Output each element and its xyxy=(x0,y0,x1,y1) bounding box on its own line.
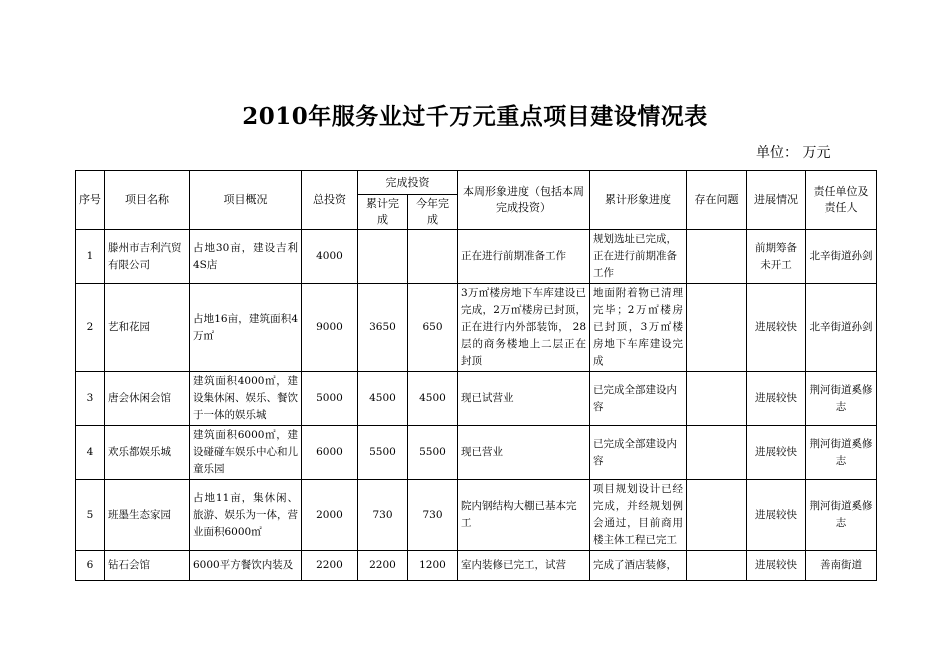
header-row xyxy=(76,171,877,195)
table-row xyxy=(76,284,877,372)
cell-seq: 5 xyxy=(76,480,105,551)
cell-issues xyxy=(687,480,747,551)
table-row xyxy=(76,551,877,581)
header-cumulative: 累计完成 xyxy=(358,195,408,230)
header-issues: 存在问题 xyxy=(687,171,747,230)
cell-issues xyxy=(687,372,747,426)
cell-issues xyxy=(687,426,747,480)
cell-issues xyxy=(687,284,747,372)
cell-owner: 荆河街道奚修志 xyxy=(806,480,877,551)
cell-cumulative-progress: 项目规划设计已经完成，并经规划例会通过，目前商用楼主体工程已完工 xyxy=(590,480,687,551)
cell-cumulative-progress: 已完成全部建设内容 xyxy=(590,372,687,426)
cell-overview: 6000平方餐饮内装及 xyxy=(190,551,302,581)
cell-seq: 2 xyxy=(76,284,105,372)
unit-label: 单位： 万元 xyxy=(756,145,831,161)
cell-overview: 占地11亩，集休闲、旅游、娱乐为一体，营业面积6000㎡ xyxy=(190,480,302,551)
cell-cumulative-progress: 规划选址已完成，正在进行前期准备工作 xyxy=(590,230,687,284)
cell-total: 5000 xyxy=(302,372,358,426)
cell-week: 正在进行前期准备工作 xyxy=(458,230,590,284)
cell-week: 室内装修已完工，试营 xyxy=(458,551,590,581)
cell-cumulative: 5500 xyxy=(358,426,408,480)
cell-name: 艺和花园 xyxy=(105,284,190,372)
cell-status: 进展较快 xyxy=(747,426,806,480)
cell-week: 院内钢结构大棚已基本完工 xyxy=(458,480,590,551)
cell-name: 钻石会馆 xyxy=(105,551,190,581)
cell-overview: 占地16亩，建筑面积4万㎡ xyxy=(190,284,302,372)
cell-seq: 3 xyxy=(76,372,105,426)
cell-name: 班墨生态家园 xyxy=(105,480,190,551)
cell-name: 唐会休闲会馆 xyxy=(105,372,190,426)
cell-seq: 6 xyxy=(76,551,105,581)
header-seq: 序号 xyxy=(76,171,105,230)
table-row xyxy=(76,372,877,426)
cell-this-year: 5500 xyxy=(408,426,458,480)
cell-cumulative-progress: 已完成全部建设内容 xyxy=(590,426,687,480)
cell-this-year: 650 xyxy=(408,284,458,372)
header-week: 本周形象进度（包括本周完成投资） xyxy=(458,171,590,230)
cell-total: 9000 xyxy=(302,284,358,372)
cell-issues xyxy=(687,551,747,581)
cell-total: 4000 xyxy=(302,230,358,284)
header-name: 项目名称 xyxy=(105,171,190,230)
cell-name: 滕州市吉利汽贸有限公司 xyxy=(105,230,190,284)
cell-owner: 荆河街道奚修志 xyxy=(806,426,877,480)
header-this-year: 今年完成 xyxy=(408,195,458,230)
cell-this-year: 1200 xyxy=(408,551,458,581)
cell-status: 进展较快 xyxy=(747,480,806,551)
cell-week: 现已营业 xyxy=(458,426,590,480)
cell-owner: 北辛街道孙剑 xyxy=(806,284,877,372)
cell-issues xyxy=(687,230,747,284)
cell-overview: 占地30亩，建设吉利4S店 xyxy=(190,230,302,284)
header-status: 进展情况 xyxy=(747,171,806,230)
cell-this-year: 730 xyxy=(408,480,458,551)
cell-total: 6000 xyxy=(302,426,358,480)
cell-owner: 北辛街道孙剑 xyxy=(806,230,877,284)
cell-week: 3万㎡楼房地下车库建设已完成，2万㎡楼房已封顶，正在进行内外部装饰， 28层的商务楼地上二层正在封顶 xyxy=(458,284,590,372)
cell-this-year: 4500 xyxy=(408,372,458,426)
cell-cumulative: 4500 xyxy=(358,372,408,426)
cell-status: 进展较快 xyxy=(747,551,806,581)
cell-cumulative xyxy=(358,230,408,284)
cell-cumulative-progress: 地面附着物已清理完毕；2万㎡楼房已封顶，3万㎡楼房地下车库建设完成 xyxy=(590,284,687,372)
cell-total: 2200 xyxy=(302,551,358,581)
cell-owner: 善南街道 xyxy=(806,551,877,581)
header-overview: 项目概况 xyxy=(190,171,302,230)
table-row xyxy=(76,480,877,551)
cell-this-year xyxy=(408,230,458,284)
cell-cumulative: 730 xyxy=(358,480,408,551)
header-completed: 完成投资 xyxy=(358,171,458,195)
cell-seq: 1 xyxy=(76,230,105,284)
table-row xyxy=(76,230,877,284)
cell-status: 进展较快 xyxy=(747,372,806,426)
cell-week: 现已试营业 xyxy=(458,372,590,426)
cell-status: 前期筹备未开工 xyxy=(747,230,806,284)
table-row xyxy=(76,426,877,480)
cell-name: 欢乐都娱乐城 xyxy=(105,426,190,480)
cell-overview: 建筑面积6000㎡，建设碰碰车娱乐中心和儿童乐园 xyxy=(190,426,302,480)
page-title: 2010年服务业过千万元重点项目建设情况表 xyxy=(242,103,708,130)
cell-cumulative: 2200 xyxy=(358,551,408,581)
header-owner: 责任单位及责任人 xyxy=(806,171,877,230)
cell-overview: 建筑面积4000㎡，建设集休闲、娱乐、餐饮于一体的娱乐城 xyxy=(190,372,302,426)
cell-cumulative: 3650 xyxy=(358,284,408,372)
cell-seq: 4 xyxy=(76,426,105,480)
projects-table xyxy=(75,170,877,581)
cell-cumulative-progress: 完成了酒店装修， xyxy=(590,551,687,581)
cell-owner: 荆河街道奚修志 xyxy=(806,372,877,426)
cell-total: 2000 xyxy=(302,480,358,551)
header-cumulative-progress: 累计形象进度 xyxy=(590,171,687,230)
header-total: 总投资 xyxy=(302,171,358,230)
cell-status: 进展较快 xyxy=(747,284,806,372)
